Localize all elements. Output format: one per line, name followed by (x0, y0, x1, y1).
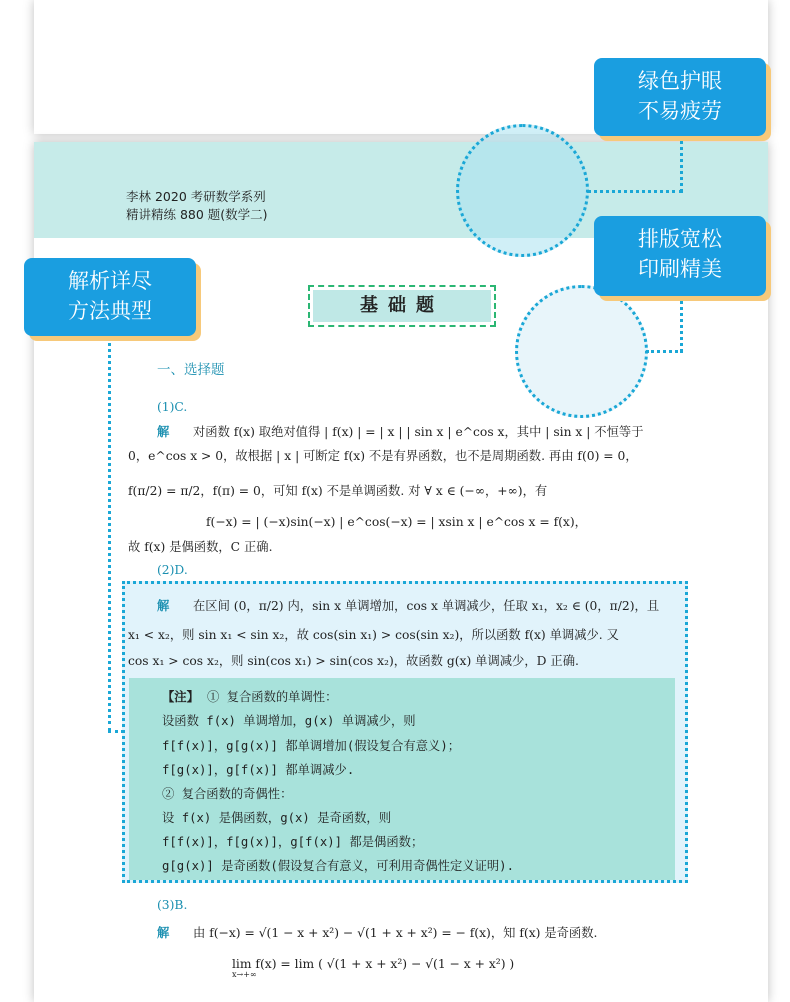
problem-number: (3)B. (157, 898, 188, 912)
solution-text: 故 f(x) 是偶函数，C 正确. (128, 540, 273, 554)
connector-line (108, 336, 111, 732)
callout-text: 印刷精美 (638, 257, 722, 281)
magnifier-circle-middle (515, 285, 648, 418)
solution-formula: f(−x) = | (−x)sin(−x) | e^cos(−x) = | xsin x | e^cos x = f(x)， (206, 515, 587, 529)
connector-line (680, 296, 683, 352)
book-series-title (126, 188, 268, 224)
note-line: ① 复合函数的单调性： (207, 690, 338, 704)
callout-text: 绿色护眼 (638, 69, 722, 93)
connector-line (587, 190, 683, 193)
solution-text: 0，e^cos x > 0，故根据 | x | 可断定 f(x) 不是有界函数，也不是周期函数. 再由 f(0) = 0， (128, 449, 638, 463)
solution-label: 解 (157, 598, 170, 613)
note-line: f[f(x)]，f[g(x)]，g[f(x)] 都是偶函数； (162, 835, 424, 849)
solution-text: 由 f(−x) = √(1 − x + x²) − √(1 + x + x²) = − f(x)，知 f(x) 是奇函数. (193, 926, 598, 940)
callout-text: 方法典型 (68, 299, 152, 323)
note-line: f[f(x)]，g[g(x)] 都单调增加(假设复合有意义)； (162, 739, 461, 753)
problem-number: (2)D. (157, 563, 188, 577)
connector-line (680, 136, 683, 192)
connector-line (646, 350, 683, 353)
note-heading: 【注】 (162, 690, 199, 704)
solution-text: cos x₁ > cos x₂，则 sin(cos x₁) > sin(cos x₂)，故函数 g(x) 单调减少，D 正确. (128, 654, 579, 668)
solution-text: 对函数 f(x) 取绝对值得 | f(x) | = | x | | sin x | e^cos x，其中 | sin x | 不恒等于 (193, 425, 644, 439)
note-line: ② 复合函数的奇偶性： (162, 787, 293, 801)
note-line: g[g(x)] 是奇函数(假设复合有意义，可利用奇偶性定义证明). (162, 859, 514, 873)
solution-text: x₁ < x₂，则 sin x₁ < sin x₂，故 cos(sin x₁) > cos(sin x₂)，所以函数 f(x) 单调减少. 又 (128, 628, 619, 642)
magnifier-circle-top (456, 124, 589, 257)
solution-formula: lim f(x) = lim ( √(1 + x + x²) − √(1 − x + x²) ) (232, 957, 515, 971)
note-line: 设 f(x) 是偶函数，g(x) 是奇函数，则 (162, 811, 391, 825)
note-line: 设函数 f(x) 单调增加，g(x) 单调减少，则 (162, 714, 416, 728)
limit-subscript: x→+∞ (232, 970, 257, 979)
callout-text: 不易疲劳 (638, 99, 722, 123)
callout-layout (594, 216, 766, 296)
section-title: 基础题 (312, 289, 492, 323)
solution-text: f(π/2) = π/2，f(π) = 0，可知 f(x) 不是单调函数. 对 ∀ x ∈ (−∞，+∞)，有 (128, 484, 548, 498)
callout-eye-care (594, 58, 766, 136)
callout-text: 解析详尽 (68, 269, 152, 293)
subsection-heading: 一、选择题 (157, 362, 225, 378)
series-line-1: 李林 2020 考研数学系列 (126, 189, 266, 204)
solution-text: 在区间 (0，π/2) 内，sin x 单调增加，cos x 单调减少，任取 x₁，x₂ ∈ (0，π/2)，且 (193, 599, 660, 613)
note-line: f[g(x)]，g[f(x)] 都单调减少. (162, 763, 355, 777)
series-line-2: 精讲精练 880 题(数学二) (126, 207, 268, 222)
problem-number: (1)C. (157, 400, 188, 414)
callout-text: 排版宽松 (638, 227, 722, 251)
solution-label: 解 (157, 424, 170, 439)
callout-analysis (24, 258, 196, 336)
solution-label: 解 (157, 925, 170, 940)
